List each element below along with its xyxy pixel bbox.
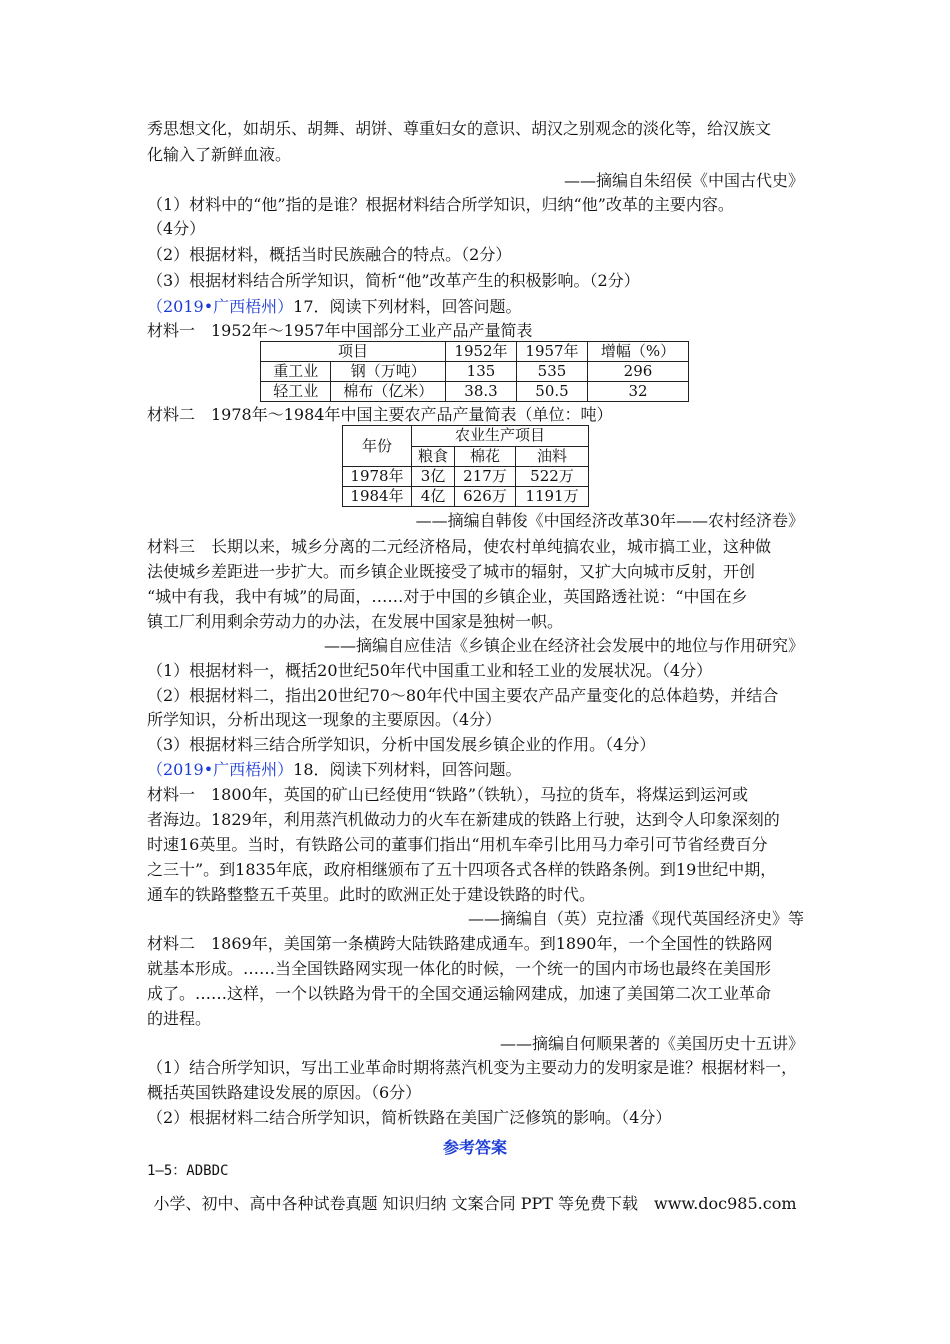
question-line: （1）根据材料一，概括20世纪50年代中国重工业和轻工业的发展状况。（4分）	[147, 661, 713, 680]
question-line: 概括英国铁路建设发展的原因。（6分）	[147, 1083, 422, 1102]
answer-line: 1—5：ADBDC	[147, 1163, 229, 1179]
page-footer: 小学、初中、高中各种试卷真题 知识归纳 文案合同 PPT 等免费下载 www.doc985.com	[153, 1194, 797, 1213]
material-3-line: “城中有我，我中有城”的局面，……对于中国的乡镇企业，英国路透社说：“中国在乡	[147, 587, 748, 606]
table-cell: 135	[446, 362, 517, 382]
source-citation: ——摘编自应佳洁《乡镇企业在经济社会发展中的地位与作用研究》	[323, 636, 804, 655]
material-1-line: 材料一 1800年，英国的矿山已经使用“铁路”（铁轨），马拉的货车，将煤运到运河或	[147, 785, 749, 804]
table-cell: 296	[588, 362, 689, 382]
question-source-tag: （2019•广西梧州）	[147, 297, 294, 316]
table-cell: 3亿	[412, 467, 455, 487]
table-cell: 钢（万吨）	[331, 362, 446, 382]
industry-output-table	[260, 341, 689, 402]
table-cell: 50.5	[517, 382, 588, 402]
source-citation: ——摘编自韩俊《中国经济改革30年——农村经济卷》	[415, 511, 804, 530]
table-cell: 4亿	[412, 487, 455, 507]
material-2-line: 的进程。	[147, 1009, 212, 1028]
question-18-header	[147, 759, 807, 781]
material-3-line: 法使城乡差距进一步扩大。而乡镇企业既接受了城市的辐射，又扩大向城市反射，开创	[147, 562, 756, 581]
material-2-title: 材料二 1978年～1984年中国主要农产品产量简表（单位：吨）	[147, 405, 613, 424]
source-citation: ——摘编自朱绍侯《中国古代史》	[563, 171, 804, 190]
question-line: （2）根据材料，概括当时民族融合的特点。（2分）	[147, 245, 512, 264]
text-line: 秀思想文化，如胡乐、胡舞、胡饼、尊重妇女的意识、胡汉之别观念的淡化等，给汉族文	[147, 119, 772, 138]
table-header-row	[343, 426, 589, 447]
table-cell: 535	[517, 362, 588, 382]
table-cell: 棉布（亿米）	[331, 382, 446, 402]
source-citation: ——摘编自何顺果著的《美国历史十五讲》	[499, 1034, 804, 1053]
material-2-line: 材料二 1869年，美国第一条横跨大陆铁路建成通车。到1890年，一个全国性的铁路网	[147, 934, 773, 953]
question-line: （2）根据材料二结合所学知识，简析铁路在美国广泛修筑的影响。（4分）	[147, 1108, 672, 1127]
table-row	[261, 362, 689, 382]
material-1-title: 材料一 1952年～1957年中国部分工业产品产量简表	[147, 321, 533, 340]
table-header-cell: 1952年	[446, 342, 517, 362]
material-1-line: 通车的铁路整整五千英里。此时的欧洲正处于建设铁路的时代。	[147, 885, 596, 904]
material-2-line: 成了。……这样，一个以铁路为骨干的全国交通运输网建成，加速了美国第二次工业革命	[147, 984, 772, 1003]
table-cell: 217万	[455, 467, 516, 487]
question-line: （2）根据材料二，指出20世纪70～80年代中国主要农产品产量变化的总体趋势，并结合	[147, 686, 779, 705]
question-18-instruction: 18．阅读下列材料，回答问题。	[293, 760, 522, 779]
table-header-cell: 项目	[261, 342, 446, 362]
table-cell: 1984年	[343, 487, 412, 507]
table-header-cell: 增幅（%）	[588, 342, 689, 362]
table-header-cell: 年份	[343, 426, 412, 467]
question-line: （3）根据材料三结合所学知识，分析中国发展乡镇企业的作用。（4分）	[147, 735, 656, 754]
question-line: （4分）	[147, 219, 206, 238]
table-cell: 626万	[455, 487, 516, 507]
question-17-header	[147, 296, 807, 318]
material-3-line: 材料三 长期以来，城乡分离的二元经济格局，使农村单纯搞农业，城市搞工业，这种做	[147, 537, 772, 556]
question-line: （3）根据材料结合所学知识，简析“他”改革产生的积极影响。（2分）	[147, 271, 640, 290]
answer-section-title: 参考答案	[442, 1138, 507, 1157]
table-cell: 38.3	[446, 382, 517, 402]
table-cell: 1191万	[516, 487, 589, 507]
table-row	[343, 487, 589, 507]
question-line: 所学知识，分析出现这一现象的主要原因。（4分）	[147, 710, 502, 729]
table-header-row	[261, 342, 689, 362]
table-header-cell: 粮食	[412, 446, 455, 467]
material-1-line: 之三十”。到1835年底，政府相继颁布了五十四项各式各样的铁路条例。到19世纪中期，	[147, 860, 777, 879]
question-17-instruction: 17．阅读下列材料，回答问题。	[293, 297, 522, 316]
material-3-line: 镇工厂利用剩余劳动力的办法，在发展中国家是独树一帜。	[147, 612, 564, 631]
table-header-cell: 油料	[516, 446, 589, 467]
material-1-line: 时速16英里。当时，有铁路公司的董事们指出“用机车牵引比用马力牵引可节省经费百分	[147, 835, 768, 854]
table-header-cell: 1957年	[517, 342, 588, 362]
text-line: 化输入了新鲜血液。	[147, 145, 292, 164]
material-2-line: 就基本形成。……当全国铁路网实现一体化的时候，一个统一的国内市场也最终在美国形	[147, 959, 772, 978]
table-cell: 522万	[516, 467, 589, 487]
table-header-cell: 农业生产项目	[412, 426, 589, 447]
table-row	[261, 382, 689, 402]
question-source-tag: （2019•广西梧州）	[147, 760, 294, 779]
question-line: （1）结合所学知识，写出工业革命时期将蒸汽机变为主要动力的发明家是谁？根据材料一，	[147, 1058, 798, 1077]
source-citation: ——摘编自（英）克拉潘《现代英国经济史》等	[467, 909, 804, 928]
table-cell: 重工业	[261, 362, 331, 382]
table-cell: 1978年	[343, 467, 412, 487]
table-cell: 轻工业	[261, 382, 331, 402]
table-row	[343, 467, 589, 487]
table-header-cell: 棉花	[455, 446, 516, 467]
agriculture-output-table	[342, 425, 589, 507]
question-line: （1）材料中的“他”指的是谁？根据材料结合所学知识，归纳“他”改革的主要内容。	[147, 195, 734, 214]
table-cell: 32	[588, 382, 689, 402]
material-1-line: 者海边。1829年，利用蒸汽机做动力的火车在新建成的铁路上行驶，达到令人印象深刻的	[147, 810, 780, 829]
